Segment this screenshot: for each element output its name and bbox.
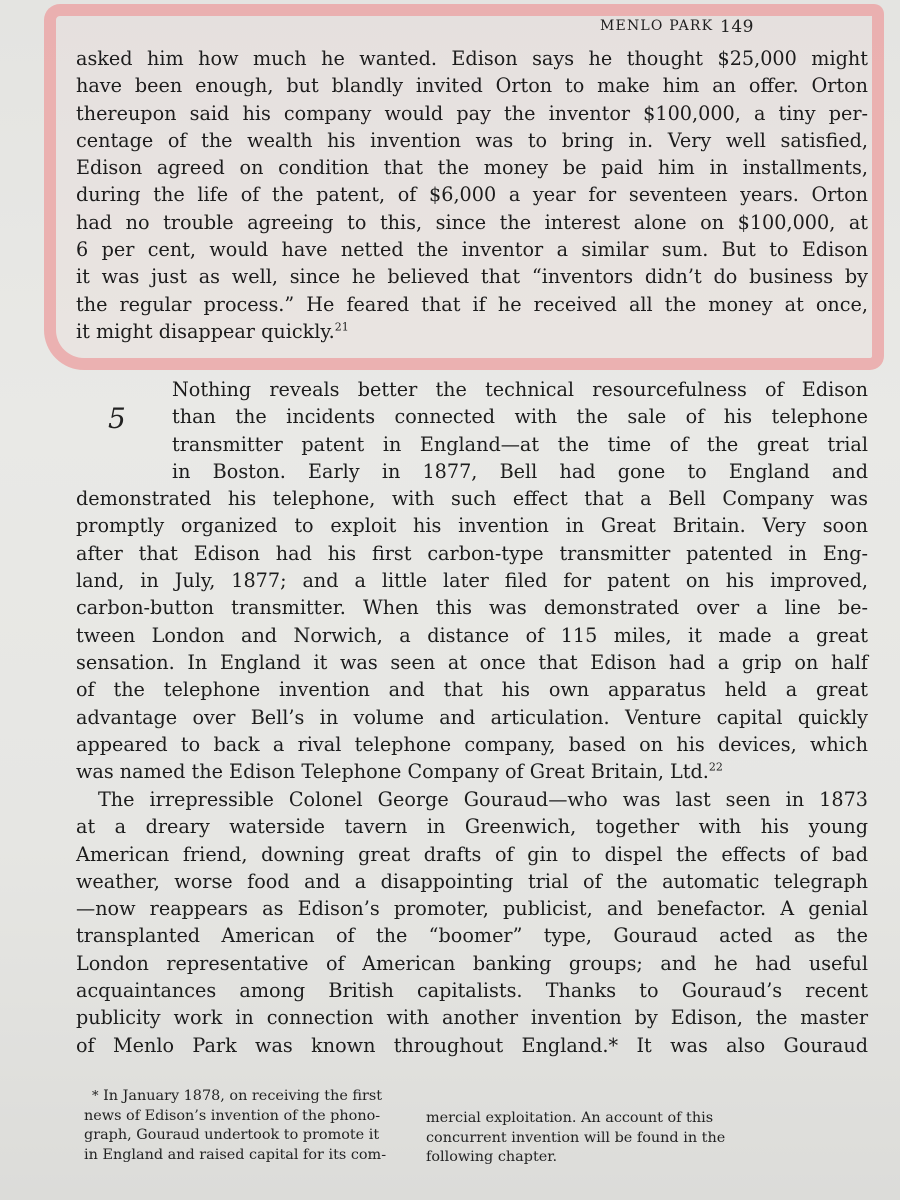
running-head <box>600 17 754 37</box>
text-line: The irrepressible Colonel George Gouraud—who was last seen in 1873 <box>98 788 868 811</box>
paragraph-gouraud <box>76 786 868 1059</box>
text-line: promptly organized to exploit his invention in Great Britain. Very soon <box>76 514 868 538</box>
text-line: Nothing reveals better the technical resourcefulness of Edison <box>172 378 868 401</box>
footnote-line-content: In January 1878, on receiving the first <box>103 1088 383 1104</box>
footnote-column-left <box>84 1087 406 1165</box>
paragraph-highlighted <box>76 45 868 345</box>
footnote-column-right <box>426 1109 748 1168</box>
text-line: in Boston. Early in 1877, Bell had gone to England and <box>172 459 868 483</box>
footnote-line: mercial exploitation. An account of this <box>426 1110 714 1126</box>
footnote-reference: 22 <box>708 760 723 774</box>
text-line: have been enough, but blandly invited Orton to make him an offer. Orton <box>76 74 868 98</box>
text-line-content: was named the Edison Telephone Company of Great Britain, Ltd. <box>76 760 709 784</box>
text-line: weather, worse food and a disappointing trial of the automatic telegraph <box>76 869 868 893</box>
text-line: thereupon said his company would pay the inventor $100,000, a tiny per- <box>76 101 868 125</box>
paragraph-section-opening <box>76 376 868 785</box>
text-line: at a dreary waterside tavern in Greenwich, together with his young <box>76 815 868 839</box>
footnote-marker: * <box>92 1089 99 1104</box>
text-line: asked him how much he wanted. Edison says he thought $25,000 might <box>76 47 868 70</box>
text-line: sensation. In England it was seen at once that Edison had a grip on half <box>76 650 868 674</box>
text-line: land, in July, 1877; and a little later filed for patent on his improved, <box>76 569 868 593</box>
text-line: than the incidents connected with the sale of his telephone <box>172 405 868 429</box>
text-line: the regular process.” He feared that if he received all the money at once, <box>76 292 868 316</box>
section-number: 5 <box>108 402 126 435</box>
text-line: 6 per cent, would have netted the inventor a similar sum. But to Edison <box>76 238 868 262</box>
text-line <box>76 318 868 345</box>
text-line: had no trouble agreeing to this, since the interest alone on $100,000, at <box>76 210 868 234</box>
text-line: after that Edison had his first carbon-type transmitter patented in Eng- <box>76 541 868 565</box>
text-line: of Menlo Park was known throughout England.* It was also Gouraud <box>76 1033 868 1057</box>
text-line <box>76 758 868 785</box>
footnote-reference: 21 <box>334 320 349 334</box>
text-line-content: it might disappear quickly. <box>76 319 335 343</box>
text-line: appeared to back a rival telephone company, based on his devices, which <box>76 732 868 756</box>
text-line: publicity work in connection with another invention by Edison, the master <box>76 1006 868 1030</box>
footnote-line: following chapter. <box>426 1149 558 1165</box>
footnote-line <box>84 1087 406 1107</box>
text-line: centage of the wealth his invention was to bring in. Very well satisfied, <box>76 128 868 152</box>
text-line: American friend, downing great drafts of gin to dispel the effects of bad <box>76 842 868 866</box>
footnote-line: graph, Gouraud undertook to promote it <box>84 1127 380 1143</box>
footnote-line: news of Edison’s invention of the phono- <box>84 1107 381 1124</box>
text-line: it was just as well, since he believed that “inventors didn’t do business by <box>76 265 868 289</box>
page-number: 149 <box>720 17 754 37</box>
text-line: during the life of the patent, of $6,000 a year for seventeen years. Orton <box>76 183 868 207</box>
footnote-line: in England and raised capital for its com- <box>84 1146 387 1163</box>
text-line: demonstrated his telephone, with such effect that a Bell Company was <box>76 487 868 511</box>
text-line: carbon-button transmitter. When this was demonstrated over a line be- <box>76 596 868 620</box>
footnote-line: concurrent invention will be found in the <box>426 1129 726 1146</box>
text-line: Edison agreed on condition that the money be paid him in installments, <box>76 156 868 180</box>
running-head-title: MENLO PARK <box>600 18 714 34</box>
text-line: —now reappears as Edison’s promoter, publicist, and benefactor. A genial <box>76 897 868 921</box>
text-line: of the telephone invention and that his own apparatus held a great <box>76 678 868 702</box>
text-line: advantage over Bell’s in volume and articulation. Venture capital quickly <box>76 705 868 729</box>
text-line: London representative of American banking groups; and he had useful <box>76 951 868 975</box>
text-line: acquaintances among British capitalists. Thanks to Gouraud’s recent <box>76 979 868 1003</box>
text-line: transplanted American of the “boomer” type, Gouraud acted as the <box>76 924 868 948</box>
text-line: transmitter patent in England—at the time of the great trial <box>172 432 868 456</box>
text-line: tween London and Norwich, a distance of 115 miles, it made a great <box>76 623 868 647</box>
